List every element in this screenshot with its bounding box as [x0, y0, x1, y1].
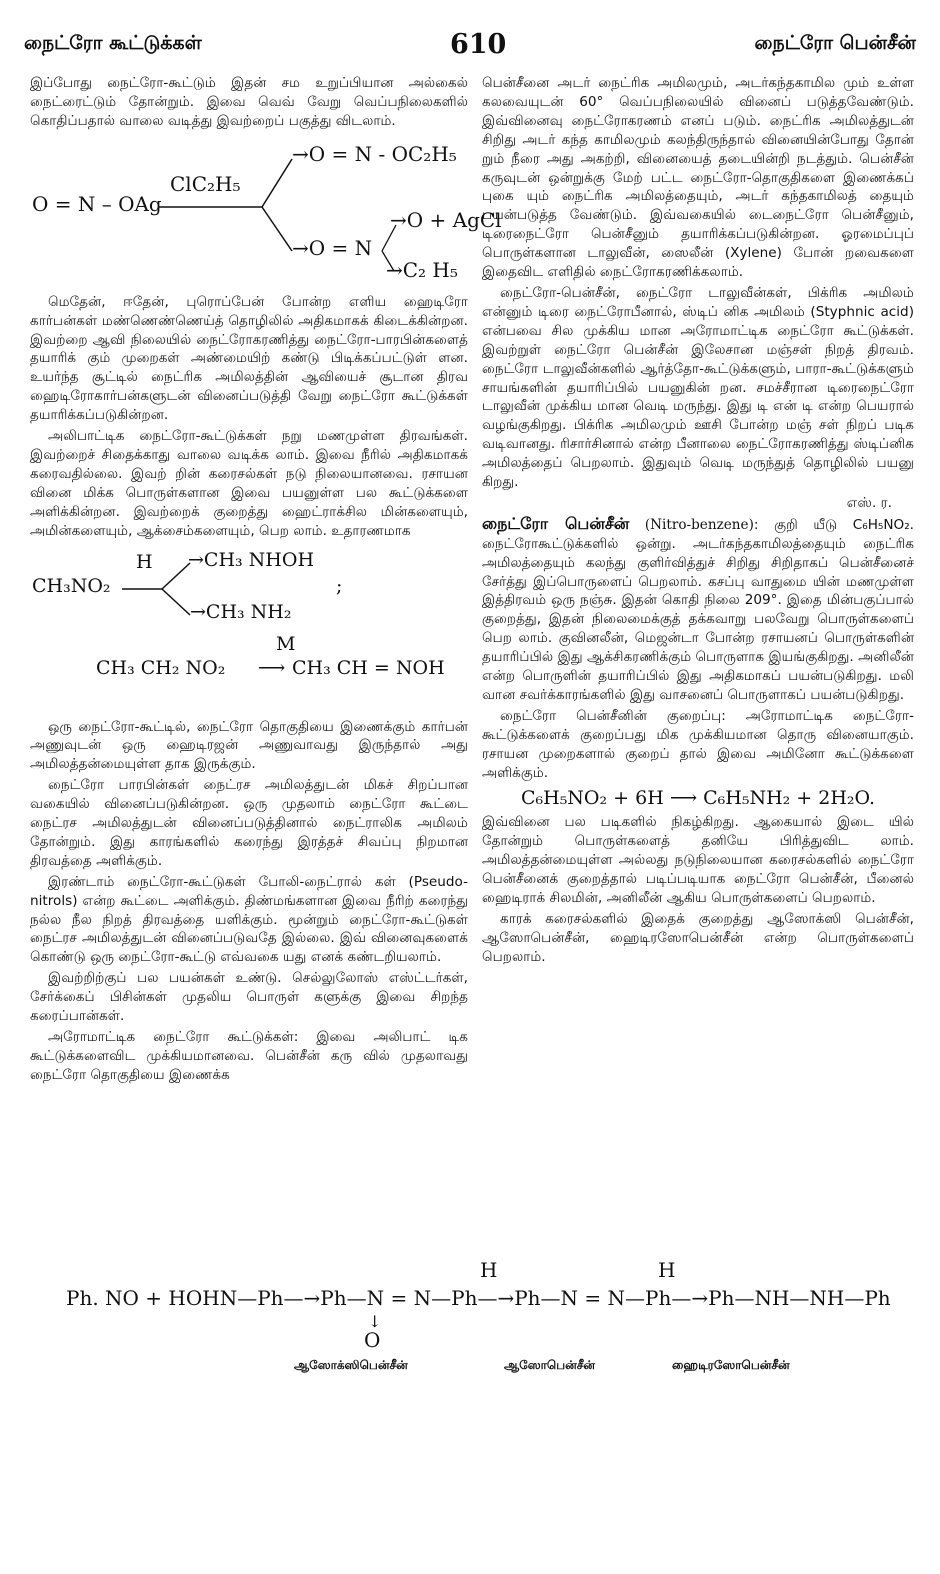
formula2-product-a: →CH₃ NHOH [188, 548, 315, 571]
left-paragraph-2: மெதேன், ஈதேன், புரொப்பேன் போன்ற எளிய ஹைடிரோ கார்பன்கள் மண்ணெண்ணெய்த் தொழிலில் அதிகமாகக் கிடைக்கின்றன. இவற்றை ஆவி நிலையில் நைட்ரோகரணித்து நைட்ரோ-பாரபின்களைத் தயாரிக் கும் முறைகள் அண்மையிற் கண்டு பிடிக்கப்பட்டுள் ளன. உயர்ந்த சூட்டில் நைட்ரிக அமிலத்தின் ஆவியைச் சூடான திரவ ஹைடிரோகார்பன்களுடன் வினைப்படுத்தி வேறு நைட்ரோ கூட்டுக்கள் தயாரிக்கப்படுகின்றன. [30, 293, 468, 424]
formula2-line2-arrow: ⟶ [258, 656, 286, 679]
left-paragraph-3: அலிபாட்டிக நைட்ரோ-கூட்டுக்கள் நறு மணமுள்ள திரவங்கள். இவற்றைச் சிதைக்காது வாலை வடிக்க லாம். இவை நீரில் அதிகமாகக் கரைவதில்லை. இவற் றின் கரைசல்கள் நடு நிலையானவை. ரசாயன வினை மிக்க பொருள்களான இவை பயனுள்ள பல கூட்டுக்களை அளிக்கின்றன. இவற்றைக் குறைத்து ஹைட்ராக்சில மின்களையும், அமின்களையும், ஆக்சைம்களையும், பெற லாம். உதாரணமாக [30, 428, 468, 539]
right-paragraph-5: இவ்வினை பல படிகளில் நிகழ்கிறது. ஆகையால் இடை யில் தோன்றும் பொருள்களைத் தனியே பிரித்துவிட லாம். அமிலத்தன்மையுள்ள அல்லது நடுநிலையான கரைசல்களில் நைட்ரோ பென்சீனைக் குறைத்தால் படிப்படியாக நைட்ரோ பென்சீன், பீனைல் ஹைடிராக் சிலமின், அனிலீன் ஆகிய பொருள்களைப் பெறலாம். [482, 814, 914, 907]
caption-azobenzene: ஆஸோபென்சீன் [504, 1358, 596, 1372]
reaction-nitromethane-reduction [30, 549, 468, 704]
chain-h-label-2: H [658, 1258, 676, 1282]
formula1-product-n: →O = N [292, 235, 373, 260]
formula2-reactant: CH₃NO₂ [32, 574, 111, 597]
left-paragraph-6: இரண்டாம் நைட்ரோ-கூட்டுகள் போலி-நைட்ரால் கள் (Pseudo-nitrols) என்ற கூட்டை அளிக்கும். திண்மங்களான இவை நீரிற் கரைந்து நல்ல நீல நிறத் திரவத்தை யளிக்கும். மூன்றும் நைட்ரோ-கூட்டுகள் நைட்ரச அமிலத்துடன் வினைப்படுவதே இல்லை. இவ் வினைவுகளைக் கொண்டு ஒரு நைட்ரோ-கூட்டு எவ்வகை யது எனக் கண்டறியலாம். [30, 873, 468, 966]
page-header [24, 24, 916, 64]
chain-o-arrow: ↓ [368, 1312, 382, 1331]
formula2-line2-left: CH₃ CH₂ NO₂ [96, 656, 226, 679]
formula2-reagent-m: M [276, 632, 296, 655]
caption-hydrazobenzene: ஹைடிரஸோபென்சீன் [672, 1358, 790, 1372]
author-signature: எஸ். ர. [846, 494, 892, 511]
reduction-chain-diagram [66, 1258, 926, 1388]
topic-entry [482, 515, 914, 705]
right-paragraph-1: பென்சீனை அடர் நைட்ரிக அமிலமும், அடர்கந்தகாமில மும் உள்ள கலவையுடன் 60° வெப்பநிலையில் வினைப் படுத்தவேண்டும். இவ்வினைவு நைட்ரோகரணம் எனப் படும். நைட்ரிக அமிலத்துடன் சிறிது அடர் கந்த காமிலமும் கலந்திருந்தால் வினையின்போது தோன் றும் நீரை அது அகற்றி, வினையைத் தடையின்றி நடத்தும். பென்சீன் கருவுடன் ஒன்றுக்கு மேற் பட்ட நைட்ரோ-தொகுதிகளை இணைக்கப் புகை யும் நைட்ரிக அமிலத்தையும், அடர் கந்தகாமிலத் தையும் பயன்படுத்த வேண்டும். இவ்வகையில் டைநைட்ரோ பென்சீனும், டிரைநைட்ரோ பென்சீனும் தயாரிக்கப்படுகின்றன. ஓரமைப்புப் பொருள்களான டாலுவீன், ஸைலீன் (Xylene) போன் றவைகளை இதைவிட எளிதில் நைட்ரோகரணிக்கலாம். [482, 75, 914, 281]
formula1-reactant: O = N – OAg [32, 191, 162, 216]
topic-title: நைட்ரோ பென்சீன் [482, 513, 630, 533]
header-left-title: நைட்ரோ கூட்டுக்கள் [24, 31, 202, 54]
formula1-reagent: ClC₂H₅ [170, 171, 241, 196]
formula2-line2-right: CH₃ CH = NOH [292, 656, 445, 679]
formula1-product-top: →O = N - OC₂H₅ [292, 141, 457, 166]
chain-reaction-line: Ph. NO + HOHN—Ph—→Ph—N = N—Ph—→Ph—N = N—Ph—→Ph—NH—NH—Ph [66, 1286, 891, 1310]
formula1-product-bottom: →C₂ H₅ [386, 257, 458, 282]
reaction-nitrite-alkylation [30, 139, 502, 282]
topic-latin-name: (Nitro-benzene) [644, 516, 754, 533]
formula1-product-mid: →O + AgCl [390, 207, 502, 232]
caption-azoxybenzene: ஆஸோக்ஸிபென்சீன் [294, 1358, 408, 1372]
page-number: 610 [449, 28, 507, 60]
right-paragraph-2: நைட்ரோ-பென்சீன், நைட்ரோ டாலுவீன்கள், பிக்ரிக அமிலம் என்னும் டிரை நைட்ரோபீனால், ஸ்டிப் னிக அமிலம் (Styphnic acid) என்பவை சில முக்கிய மான அரோமாட்டிக நைட்ரோ கூட்டுக்கள். இவற்றுள் நைட்ரோ பென்சீன் இலேசான மஞ்சள் நிறத் திரவம். நைட்ரோ டாலுவீன்களில் ஆர்த்தோ-கூட்டுக்களும், பாரா-கூட்டுக்களும் சாயங்களின் தயாரிப்பில் பயனுகின் றன. சமச்சீரான டிரைநைட்ரோ டாலுவீன் முக்கிய மான வெடி மருந்து. இது டி என் டி என்ற பெயரால் வழங்குகிறது. பிக்ரிக அமிலமும் ஊசி போன்ற மஞ் சள் நிறப் படிக வடிவானது. ரிசார்சினால் என்ற பீனாலை நைட்ரோகரணித்து ஸ்டிப்னிக அமிலத்தைப் பெறலாம். இதுவும் வெடி மருந்துத் தொழிலில் பயனு கிறது. [482, 284, 914, 491]
left-paragraph-4: ஒரு நைட்ரோ-கூட்டில், நைட்ரோ தொகுதியை இணைக்கும் கார்பன் அணுவுடன் ஒரு ஹைடிரஜன் அணுவாவது இருந்தால் அது அமிலத்தன்மையுள்ள தாக இருக்கும். [30, 718, 468, 773]
header-right-title: நைட்ரோ பென்சீன் [754, 31, 916, 54]
left-paragraph-1: இப்போது நைட்ரோ-கூட்டும் இதன் சம உறுப்பியான அல்கைல் நைட்ரைட்டும் தோன்றும். இவை வெவ் வேறு வெப்பநிலைகளில் கொதிப்பதால் வாலை வடித்து இவற்றைப் பகுத்து விடலாம். [30, 75, 468, 129]
left-paragraph-7: இவற்றிற்குப் பல பயன்கள் உண்டு. செல்லுலோஸ் எஸ்ட்டர்கள், சேர்க்கைப் பிசின்கள் முதலிய பொருள் களுக்கு இவை சிறந்த கரைப்பான்கள். [30, 970, 468, 1025]
formula2-reagent-h: H [136, 550, 153, 573]
chain-h-label-1: H [480, 1258, 498, 1282]
chain-o-label: O [364, 1328, 381, 1352]
left-paragraph-5: நைட்ரோ பாரபின்கள் நைட்ரச அமிலத்துடன் மிகச் சிறப்பான வகையில் வினைப்படுகின்றன. ஒரு முதலாம் நைட்ரோ கூட்டை நைட்ரச அமிலத்துடன் வினைப்படுத்தினால் நைட்ராலிக அமிலம் தோன்றும். இது காரங்களில் கரைந்து இரத்தச் சிவப்பு நிறமான திரவத்தை அளிக்கும். [30, 777, 468, 869]
right-paragraph-6: காரக் கரைசல்களில் இதைக் குறைத்து ஆஸோக்ஸி பென்சீன், ஆஸோபென்சீன், ஹைடிரஸோபென்சீன் என்ற பொருள்களைப் பெறலாம். [482, 910, 914, 965]
reduction-arrows [30, 549, 468, 704]
right-paragraph-4: நைட்ரோ பென்சீனின் குறைப்பு: அரோமாட்டிக நைட்ரோ-கூட்டுக்களைக் குறைப்பது மிக முக்கியமான தொரு வினையாகும். ரசாயன முறைகளால் குறைப் தால் இவை அமினோ கூட்டுக்களை அளிக்கும். [482, 707, 914, 781]
formula2-product-b: →CH₃ NH₂ [190, 600, 292, 623]
reduction-equation: C₆H₅NO₂ + 6H ⟶ C₆H₅NH₂ + 2H₂O. [520, 786, 876, 809]
right-paragraph-3: : குறி யீடு C₆H₅NO₂. நைட்ரோகூட்டுக்களில் ஒன்று. அடர்கந்தகாமிலத்தையும் நைட்ரிக அமிலத்தையும் கலந்து குளிர்வித்துச் சிறிது சிறிதாகப் பென்சீனைச் சேர்த்து இப்பொருளைப் பெறலாம். கசப்பு வாதுமை யின் மணமுள்ள இத்திரவம் ஒரு நஞ்சு. இதன் கொதி நிலை 209°. இதை மின்பகுப்பால் குறைத்து, இதன் நிலைமைக்குத் தக்கவாறு பலவேறு பொருள்களைப் பெற லாம். குவினலீன், மெஜன்டா போன்ற ரசாயனப் பொருள்களின் தயாரிப்பில் இது ஆக்சிகரணிக்கும் பொருளாக இயங்குகிறது. அனிலீன் என்ற பொருளின் தயாரிப்பில் இது அதிகமாகப் பயன்படுகிறது. மலி வான சவர்க்காரங்களில் இது வாசனைப் பொருளாகப் பயன்படுகிறது. [482, 516, 914, 703]
left-paragraph-8: அரோமாட்டிக நைட்ரோ கூட்டுக்கள்: இவை அலிபாட் டிக கூட்டுக்களைவிட முக்கியமானவை. பென்சீன் கரு வில் முதலாவது நைட்ரோ தொகுதியை இணைக்க [30, 1029, 468, 1083]
formula2-semicolon: ; [336, 574, 343, 597]
